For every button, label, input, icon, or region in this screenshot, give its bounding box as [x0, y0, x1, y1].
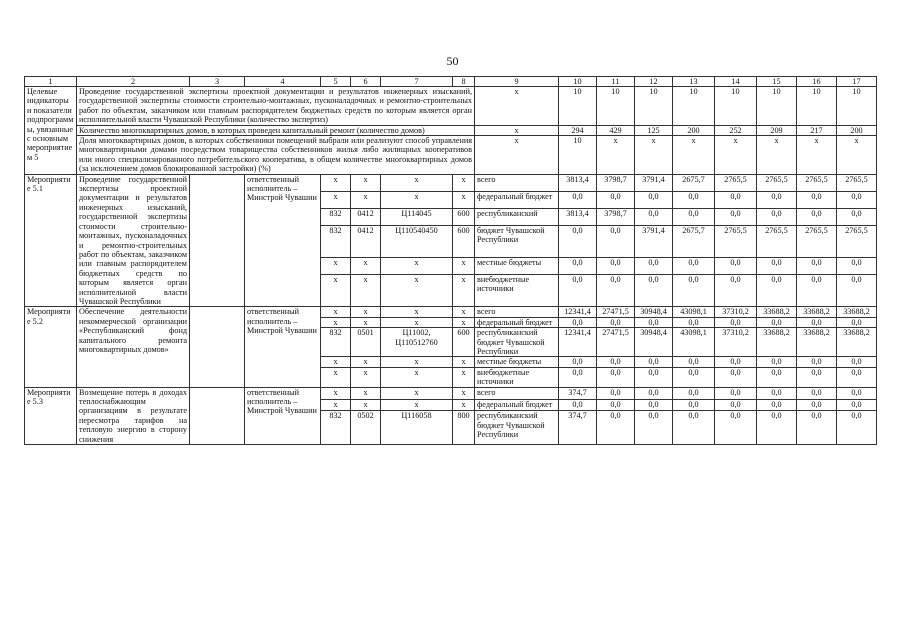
- indicator-row: [25, 87, 877, 126]
- funding-amount: 0,0: [559, 257, 597, 274]
- target-article-code: x: [381, 387, 453, 399]
- funding-amount: 0,0: [757, 257, 797, 274]
- section-code: x: [351, 191, 381, 208]
- funding-amount: 0,0: [715, 257, 757, 274]
- grbs-code: x: [321, 387, 351, 399]
- funding-amount: 0,0: [757, 399, 797, 411]
- funding-amount: 0,0: [837, 367, 877, 387]
- funding-amount: 2765,5: [797, 174, 837, 191]
- funding-amount: 0,0: [597, 257, 635, 274]
- funding-amount: 0,0: [757, 357, 797, 367]
- section-code: x: [351, 317, 381, 327]
- funding-source: республиканский бюджет Чувашской Республики: [475, 411, 559, 445]
- funding-amount: 0,0: [757, 317, 797, 327]
- indicator-value: 10: [715, 87, 757, 126]
- column-number: 9: [475, 77, 559, 87]
- funding-amount: 374,7: [559, 387, 597, 399]
- grbs-code: x: [321, 317, 351, 327]
- column-number: 6: [351, 77, 381, 87]
- funding-amount: 0,0: [715, 387, 757, 399]
- measure-col3: [190, 174, 245, 307]
- indicator-value: 209: [757, 125, 797, 135]
- indicator-value: 200: [673, 125, 715, 135]
- indicator-value: 10: [757, 87, 797, 126]
- column-number: 10: [559, 77, 597, 87]
- funding-amount: 3813,4: [559, 174, 597, 191]
- indicator-value: 200: [837, 125, 877, 135]
- funding-amount: 0,0: [715, 399, 757, 411]
- funding-amount: 0,0: [837, 387, 877, 399]
- section-code: 0501: [351, 328, 381, 357]
- funding-amount: 0,0: [797, 399, 837, 411]
- funding-amount: 0,0: [635, 367, 673, 387]
- funding-source: всего: [475, 174, 559, 191]
- column-number: 3: [190, 77, 245, 87]
- funding-amount: 0,0: [837, 317, 877, 327]
- funding-amount: 0,0: [797, 367, 837, 387]
- funding-amount: 0,0: [673, 367, 715, 387]
- funding-amount: 0,0: [797, 357, 837, 367]
- funding-amount: 0,0: [635, 257, 673, 274]
- grbs-code: x: [321, 274, 351, 306]
- indicator-value: 10: [635, 87, 673, 126]
- indicator-value: 429: [597, 125, 635, 135]
- funding-amount: 37310,2: [715, 328, 757, 357]
- indicator-value: x: [715, 136, 757, 175]
- funding-amount: 0,0: [837, 208, 877, 225]
- measure-col3: [190, 387, 245, 444]
- funding-amount: 0,0: [597, 387, 635, 399]
- column-number: 7: [381, 77, 453, 87]
- funding-amount: 0,0: [797, 387, 837, 399]
- indicator-value: 217: [797, 125, 837, 135]
- funding-amount: 33688,2: [797, 328, 837, 357]
- column-number: 8: [453, 77, 475, 87]
- expense-type-code: x: [453, 191, 475, 208]
- funding-amount: 33688,2: [797, 307, 837, 317]
- funding-amount: 0,0: [837, 357, 877, 367]
- funding-amount: 30948,4: [635, 307, 673, 317]
- funding-amount: 0,0: [559, 225, 597, 257]
- funding-amount: 0,0: [635, 317, 673, 327]
- funding-amount: 0,0: [715, 411, 757, 445]
- funding-amount: 3798,7: [597, 208, 635, 225]
- funding-source: внебюджетные источники: [475, 367, 559, 387]
- target-article-code: x: [381, 399, 453, 411]
- funding-amount: 0,0: [635, 191, 673, 208]
- target-article-code: x: [381, 191, 453, 208]
- funding-amount: 0,0: [837, 257, 877, 274]
- funding-amount: 0,0: [757, 411, 797, 445]
- measure-description: Возмещение потерь в доходах теплоснабжающим организациям в результате пересмотра тарифов на тепловую энергию в сторону снижения: [77, 387, 190, 444]
- funding-amount: 0,0: [673, 357, 715, 367]
- funding-row: [25, 174, 877, 191]
- indicator-mark: x: [475, 136, 559, 175]
- expense-type-code: x: [453, 357, 475, 367]
- target-article-code: x: [381, 367, 453, 387]
- target-article-code: Ц116058: [381, 411, 453, 445]
- funding-amount: 33688,2: [837, 328, 877, 357]
- section-code: x: [351, 274, 381, 306]
- target-article-code: x: [381, 317, 453, 327]
- funding-amount: 0,0: [757, 208, 797, 225]
- funding-source: всего: [475, 387, 559, 399]
- funding-amount: 0,0: [635, 274, 673, 306]
- column-number: 17: [837, 77, 877, 87]
- funding-amount: 3791,4: [635, 174, 673, 191]
- funding-amount: 2765,5: [757, 174, 797, 191]
- funding-amount: 0,0: [559, 274, 597, 306]
- funding-amount: 2765,5: [797, 225, 837, 257]
- grbs-code: x: [321, 367, 351, 387]
- funding-amount: 0,0: [673, 191, 715, 208]
- column-number: 4: [245, 77, 321, 87]
- funding-amount: 0,0: [635, 399, 673, 411]
- column-number-row: [25, 77, 877, 87]
- indicator-row: [25, 125, 877, 135]
- section-code: x: [351, 387, 381, 399]
- funding-amount: 33688,2: [837, 307, 877, 317]
- indicator-value: 252: [715, 125, 757, 135]
- indicator-value: 125: [635, 125, 673, 135]
- funding-amount: 0,0: [597, 225, 635, 257]
- indicator-value: x: [837, 136, 877, 175]
- funding-amount: 0,0: [597, 411, 635, 445]
- funding-amount: 2765,5: [837, 174, 877, 191]
- funding-amount: 2675,7: [673, 174, 715, 191]
- target-article-code: x: [381, 357, 453, 367]
- funding-amount: 0,0: [635, 387, 673, 399]
- funding-amount: 0,0: [715, 191, 757, 208]
- funding-row: [25, 387, 877, 399]
- grbs-code: x: [321, 307, 351, 317]
- column-number: 15: [757, 77, 797, 87]
- funding-amount: 0,0: [559, 399, 597, 411]
- indicator-section-label: Целевые индикаторы и показатели подпрограммы, увязанные с основным мероприятием 5: [25, 87, 77, 175]
- funding-amount: 0,0: [635, 411, 673, 445]
- funding-source: федеральный бюджет: [475, 399, 559, 411]
- funding-amount: 2765,5: [715, 225, 757, 257]
- indicator-value: 10: [559, 136, 597, 175]
- funding-amount: 0,0: [597, 317, 635, 327]
- funding-amount: 0,0: [597, 357, 635, 367]
- funding-amount: 3813,4: [559, 208, 597, 225]
- measure-label: Мероприятие 5.3: [25, 387, 77, 444]
- funding-amount: 0,0: [559, 191, 597, 208]
- funding-amount: 0,0: [559, 357, 597, 367]
- expense-type-code: x: [453, 307, 475, 317]
- funding-amount: 0,0: [797, 317, 837, 327]
- grbs-code: x: [321, 191, 351, 208]
- indicator-value: 10: [597, 87, 635, 126]
- indicator-value: x: [673, 136, 715, 175]
- funding-source: всего: [475, 307, 559, 317]
- indicator-text: Проведение государственной экспертизы проектной документации и результатов инженерных изысканий, государственной экспертизы стоимости строительно-монтажных, пусконаладочных и ремонтно-строительных работ по объектам, заказчиком или главным распорядителем бюджетных средств по которым является орган исполнительной власти Чувашской Республики (количество экспертиз): [77, 87, 475, 126]
- funding-amount: 0,0: [797, 274, 837, 306]
- column-number: 14: [715, 77, 757, 87]
- funding-amount: 0,0: [797, 411, 837, 445]
- expense-type-code: x: [453, 367, 475, 387]
- funding-amount: 0,0: [757, 274, 797, 306]
- indicator-value: x: [597, 136, 635, 175]
- column-number: 11: [597, 77, 635, 87]
- funding-source: федеральный бюджет: [475, 317, 559, 327]
- funding-source: республиканский бюджет Чувашской Республики: [475, 328, 559, 357]
- funding-amount: 0,0: [635, 208, 673, 225]
- funding-amount: 0,0: [559, 367, 597, 387]
- measure-executor: ответственный исполнитель – Минстрой Чувашии: [245, 387, 321, 444]
- funding-amount: 0,0: [597, 191, 635, 208]
- funding-amount: 0,0: [837, 274, 877, 306]
- section-code: x: [351, 399, 381, 411]
- expense-type-code: 600: [453, 328, 475, 357]
- funding-amount: 3798,7: [597, 174, 635, 191]
- grbs-code: 832: [321, 411, 351, 445]
- indicator-value: x: [757, 136, 797, 175]
- measure-description: Проведение государственной экспертизы проектной документации и результатов инженерных изысканий, государственной экспертизы стоимости строительно-монтажных, пусконаладочных и ремонтно-строительных работ по объектам, заказчиком или главным распорядителем бюджетных средств по которым является орган исполнительной власти Чувашской Республики: [77, 174, 190, 307]
- funding-amount: 0,0: [673, 257, 715, 274]
- funding-amount: 0,0: [673, 411, 715, 445]
- funding-amount: 0,0: [673, 208, 715, 225]
- funding-amount: 2765,5: [837, 225, 877, 257]
- grbs-code: 832: [321, 208, 351, 225]
- indicator-row: [25, 136, 877, 175]
- expense-type-code: x: [453, 317, 475, 327]
- funding-source: местные бюджеты: [475, 257, 559, 274]
- funding-amount: 0,0: [797, 191, 837, 208]
- column-number: 2: [77, 77, 190, 87]
- funding-amount: 12341,4: [559, 307, 597, 317]
- grbs-code: x: [321, 399, 351, 411]
- column-number: 12: [635, 77, 673, 87]
- funding-source: внебюджетные источники: [475, 274, 559, 306]
- funding-amount: 33688,2: [757, 307, 797, 317]
- expense-type-code: x: [453, 257, 475, 274]
- funding-amount: 0,0: [757, 191, 797, 208]
- funding-source: федеральный бюджет: [475, 191, 559, 208]
- expense-type-code: 600: [453, 225, 475, 257]
- indicator-value: 294: [559, 125, 597, 135]
- indicator-value: x: [797, 136, 837, 175]
- column-number: 1: [25, 77, 77, 87]
- funding-amount: 0,0: [673, 274, 715, 306]
- column-number: 16: [797, 77, 837, 87]
- indicator-text: Доля многоквартирных домов, в которых собственники помещений выбрали или реализуют способ управления многоквартирными домами посредством товарищества собственников жилья либо жилищных кооперативов или иного специализированного потребительского кооператива, в общем количестве многоквартирных домов (за исключением домов блокированной застройки) (%): [77, 136, 475, 175]
- funding-amount: 0,0: [757, 387, 797, 399]
- indicator-value: x: [635, 136, 673, 175]
- indicator-text: Количество многоквартирных домов, в которых проведен капитальный ремонт (количество домов): [77, 125, 475, 135]
- target-article-code: Ц11002, Ц110512760: [381, 328, 453, 357]
- target-article-code: Ц114045: [381, 208, 453, 225]
- funding-amount: 12341,4: [559, 328, 597, 357]
- funding-amount: 0,0: [673, 399, 715, 411]
- funding-amount: 2675,7: [673, 225, 715, 257]
- funding-amount: 374,7: [559, 411, 597, 445]
- indicator-value: 10: [837, 87, 877, 126]
- funding-amount: 0,0: [597, 274, 635, 306]
- expense-type-code: x: [453, 174, 475, 191]
- funding-amount: 0,0: [715, 357, 757, 367]
- funding-amount: 3791,4: [635, 225, 673, 257]
- funding-amount: 0,0: [673, 387, 715, 399]
- section-code: x: [351, 357, 381, 367]
- expense-type-code: 600: [453, 208, 475, 225]
- indicator-mark: x: [475, 125, 559, 135]
- funding-amount: 37310,2: [715, 307, 757, 317]
- funding-amount: 2765,5: [757, 225, 797, 257]
- measure-description: Обеспечение деятельности некоммерческой организации «Республиканский фонд капитального ремонта многоквартирных домов»: [77, 307, 190, 387]
- funding-amount: 0,0: [837, 399, 877, 411]
- measure-col3: [190, 307, 245, 387]
- column-number: 13: [673, 77, 715, 87]
- target-article-code: x: [381, 174, 453, 191]
- funding-source: местные бюджеты: [475, 357, 559, 367]
- expense-type-code: x: [453, 387, 475, 399]
- indicator-value: 10: [797, 87, 837, 126]
- funding-amount: 0,0: [837, 411, 877, 445]
- grbs-code: x: [321, 257, 351, 274]
- funding-amount: 30948,4: [635, 328, 673, 357]
- funding-amount: 0,0: [757, 367, 797, 387]
- section-code: x: [351, 367, 381, 387]
- funding-source: бюджет Чувашской Республики: [475, 225, 559, 257]
- funding-amount: 0,0: [597, 399, 635, 411]
- funding-amount: 0,0: [715, 317, 757, 327]
- funding-source: республиканский: [475, 208, 559, 225]
- measure-label: Мероприятие 5.2: [25, 307, 77, 387]
- funding-amount: 0,0: [559, 317, 597, 327]
- funding-amount: 0,0: [597, 367, 635, 387]
- section-code: x: [351, 174, 381, 191]
- indicator-value: 10: [559, 87, 597, 126]
- funding-amount: 0,0: [797, 257, 837, 274]
- grbs-code: 832: [321, 328, 351, 357]
- target-article-code: x: [381, 274, 453, 306]
- funding-amount: 27471,5: [597, 307, 635, 317]
- grbs-code: x: [321, 174, 351, 191]
- section-code: 0412: [351, 208, 381, 225]
- target-article-code: x: [381, 307, 453, 317]
- section-code: 0412: [351, 225, 381, 257]
- section-code: 0502: [351, 411, 381, 445]
- funding-amount: 33688,2: [757, 328, 797, 357]
- column-number: 5: [321, 77, 351, 87]
- funding-amount: 0,0: [673, 317, 715, 327]
- program-table: [24, 76, 877, 445]
- funding-amount: 2765,5: [715, 174, 757, 191]
- indicator-mark: x: [475, 87, 559, 126]
- measure-label: Мероприятие 5.1: [25, 174, 77, 307]
- grbs-code: x: [321, 357, 351, 367]
- expense-type-code: x: [453, 274, 475, 306]
- grbs-code: 832: [321, 225, 351, 257]
- funding-amount: 0,0: [837, 191, 877, 208]
- funding-amount: 0,0: [635, 357, 673, 367]
- section-code: x: [351, 307, 381, 317]
- target-article-code: Ц110540450: [381, 225, 453, 257]
- funding-row: [25, 307, 877, 317]
- target-article-code: x: [381, 257, 453, 274]
- funding-amount: 27471,5: [597, 328, 635, 357]
- expense-type-code: x: [453, 399, 475, 411]
- measure-executor: ответственный исполнитель – Минстрой Чувашии: [245, 174, 321, 307]
- funding-amount: 0,0: [715, 274, 757, 306]
- funding-amount: 43098,1: [673, 328, 715, 357]
- funding-amount: 0,0: [797, 208, 837, 225]
- indicator-value: 10: [673, 87, 715, 126]
- page-number: 50: [446, 54, 459, 68]
- expense-type-code: 800: [453, 411, 475, 445]
- funding-amount: 43098,1: [673, 307, 715, 317]
- funding-amount: 0,0: [715, 367, 757, 387]
- section-code: x: [351, 257, 381, 274]
- measure-executor: ответственный исполнитель – Минстрой Чувашии: [245, 307, 321, 387]
- funding-amount: 0,0: [715, 208, 757, 225]
